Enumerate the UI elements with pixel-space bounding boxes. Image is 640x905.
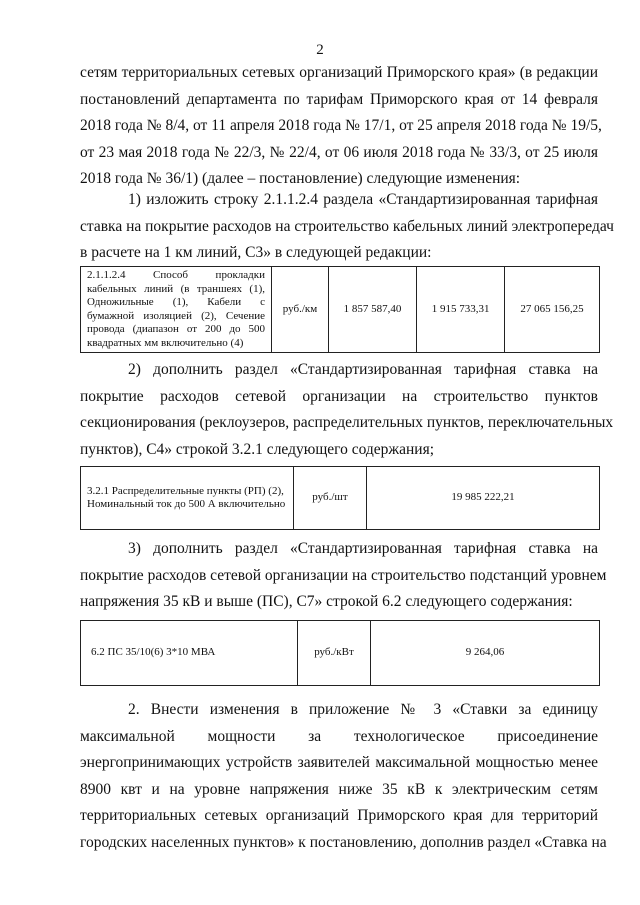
- text-line: 2018 года № 36/1) (далее – постановление) следующие изменения:: [80, 170, 521, 187]
- text-line: ставка на покрытие расходов на строительство кабельных линий электропередач: [80, 217, 614, 235]
- table-3: [80, 620, 600, 686]
- text-line: сетям территориальных сетевых организаций Приморского края» (в редакции: [80, 64, 598, 81]
- table-2: [80, 466, 600, 530]
- table-2-description: 3.2.1 Распределительные пункты (РП) (2), Номинальный ток до 500 А включительно: [81, 467, 294, 530]
- text-line: секционирования (реклоузеров, распределительных пунктов, переключательных: [80, 414, 614, 431]
- table-3-unit: руб./кВт: [298, 621, 371, 686]
- table-1-unit: руб./км: [272, 267, 329, 353]
- table-1-value-2: 1 915 733,31: [417, 267, 505, 353]
- table-1-value-3: 27 065 156,25: [505, 267, 600, 353]
- table-3-value: 9 264,06: [371, 621, 600, 686]
- text-line: покрытие расходов сетевой организации на строительство подстанций уровнем: [80, 566, 607, 584]
- text-line: городских населенных пунктов» к постановлению, дополнив раздел «Ставка на: [80, 833, 607, 851]
- text-line: 2018 года № 8/4, от 11 апреля 2018 года № 17/1, от 25 апреля 2018 года № 19/5,: [80, 117, 602, 134]
- table-3-description: 6.2 ПС 35/10(6) 3*10 МВА: [81, 621, 298, 686]
- text-line: 2) дополнить раздел «Стандартизированная тарифная ставка на: [128, 361, 598, 378]
- text-line: в расчете на 1 км линий, С3» в следующей редакции:: [80, 244, 432, 261]
- item-2-paragraph: [80, 357, 614, 463]
- table-1-description: 2.1.1.2.4 Способ прокладки кабельных линий (в траншеях (1), Одножильные (1), Кабели с бумажной изоляцией (2), Сечение провода (диапазон от 200 до 500 квадратных мм включительно (4): [81, 267, 272, 353]
- text-line: 1) изложить строку 2.1.1.2.4 раздела «Стандартизированная тарифная: [128, 191, 598, 208]
- intro-paragraph: [80, 60, 602, 193]
- text-line: территориальных сетевых организаций Приморского края для территорий: [80, 807, 598, 824]
- table-1: [80, 266, 600, 353]
- text-line: 2. Внести изменения в приложение № 3 «Ставки за единицу: [128, 701, 598, 718]
- text-line: 8900 квт и на уровне напряжения ниже 35 кВ к электрическим сетям: [80, 780, 598, 798]
- table-row: [81, 267, 600, 353]
- item-3-paragraph: [80, 536, 607, 616]
- table-2-value: 19 985 222,21: [367, 467, 600, 530]
- text-line: покрытие расходов сетевой организации на строительство пунктов: [80, 387, 598, 405]
- text-line: пунктов), С4» строкой 3.2.1 следующего содержания;: [80, 440, 435, 458]
- text-line: 3) дополнить раздел «Стандартизированная тарифная ставка на: [128, 540, 598, 557]
- text-line: максимальной мощности за технологическое присоединение: [80, 727, 598, 745]
- item-1-paragraph: [80, 187, 614, 267]
- table-1-value-1: 1 857 587,40: [329, 267, 417, 353]
- section-2-paragraph: [80, 697, 607, 856]
- text-line: напряжения 35 кВ и выше (ПС), С7» строкой 6.2 следующего содержания:: [80, 593, 573, 610]
- page-number: 2: [316, 42, 324, 58]
- text-line: от 23 мая 2018 года № 22/3, № 22/4, от 06 июля 2018 года № 33/3, от 25 июля: [80, 143, 598, 161]
- table-row: [81, 467, 600, 530]
- table-row: [81, 621, 600, 686]
- table-2-unit: руб./шт: [294, 467, 367, 530]
- text-line: постановлений департамента по тарифам Приморского края от 14 февраля: [80, 90, 598, 108]
- text-line: энергопринимающих устройств заявителей максимальной мощностью менее: [80, 754, 598, 771]
